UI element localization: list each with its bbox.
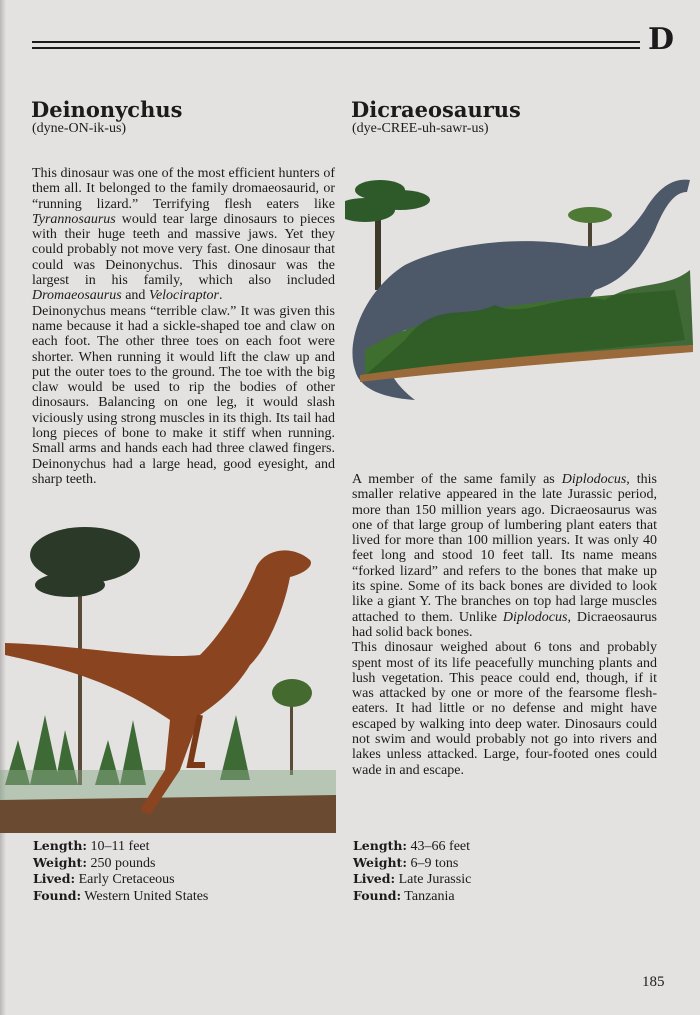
fact-value: 250 pounds [86,855,156,871]
text-run: and [121,288,149,304]
text-run: would tear large dinosaurs to pieces with their huge teeth and massive jaws. Yet they could probably not move very fast. One dinosaur that could was Deinonychus. This dinosaur was the largest in his family, which also included [32,211,335,289]
fact-label: Length: [33,838,88,853]
text-run: A member of the same family as [352,472,562,487]
paragraph [32,304,335,488]
fact-value: 10–11 feet [87,839,150,854]
pronunciation-dicraeosaurus: (dye-CREE-uh-sawr-us) [352,121,489,136]
section-letter: D [648,22,675,57]
paragraph [352,472,657,640]
fact-value: Western United States [81,888,209,904]
italic-name: Velociraptor [148,288,219,304]
page-number: 185 [642,974,665,990]
fact-row [33,888,208,905]
dicraeosaurus-illustration [345,170,697,410]
page-gutter [0,0,6,1015]
text-run: This dinosaur weighed about 6 tons and probably spent most of its life peacefully munching plants and lush vegetation. This peace could end, though, if it was attacked by one or more of the fearsome flesh-eaters. It had little or no defense and might have escaped by walking into deep water. Dinosaurs could not swim and would probably not go into rivers and lakes unless attacked. Large, four-footed ones could wade in and escape. [352,640,657,778]
entry-title-deinonychus: Deinonychus [31,97,183,122]
header-rule [32,47,640,49]
deinonychus-illustration [0,515,336,833]
fact-label: Found: [353,887,402,903]
entry-title-dicraeosaurus: Dicraeosaurus [351,97,521,122]
fact-row [353,871,471,888]
fact-label: Found: [33,887,82,903]
text-run: . [218,288,223,304]
facts-deinonychus [33,838,208,904]
fact-value: 6–9 tons [406,855,459,871]
header-rule [32,41,640,43]
description-deinonychus [32,166,335,487]
italic-name: Dromaeosaurus [32,288,122,304]
fact-label: Length: [353,838,408,853]
text-run: , Dicraeosaurus had solid back bones. [352,609,658,640]
fact-label: Weight: [33,854,87,870]
italic-name: Diplodocus [502,609,568,625]
paragraph [32,166,335,304]
fact-row [33,871,208,888]
fact-row [353,855,471,872]
paragraph [352,640,657,778]
text-run: Deinonychus means “terrible claw.” It was given this name because it had a sickle-shaped toe and claw on each foot. The other three toes on each foot were shorter. When running it would lift the claw up and put the outer toes to the ground. The toe with the big claw would be used to rip the bodies of other dinosaurs. Balancing on one leg, it would slash viciously using strong muscles in its thigh. Its tail had long pieces of bone to make it stiff when running. Small arms and hands each had three clawed fingers. Deinonychus had a large head, good eyesight, and sharp teeth. [32,303,335,487]
fact-label: Lived: [353,871,396,886]
fact-value: Tanzania [401,888,455,904]
italic-name: Diplodocus [561,472,627,487]
fact-value: Late Jurassic [395,872,472,887]
text-run: , this smaller relative appeared in the late Jurassic period, more than 150 million years ago. Dicraeosaurus was one of that large group of lumbering plant eaters that lived for more than 100 million years. It was only 40 feet long and stood 10 feet tall. Its name means “forked lizard” and refers to the bones that make up its spine. Some of its back bones are divided to look like a giant Y. The branches on top had large muscles attached to them. Unlike [352,472,657,625]
fact-row [33,838,208,855]
italic-name: Tyrannosaurus [32,211,116,227]
description-dicraeosaurus [352,472,657,778]
fact-row [33,855,208,872]
fact-row [353,888,471,905]
fact-label: Lived: [33,871,76,886]
pronunciation-deinonychus: (dyne-ON-ik-us) [32,121,127,136]
facts-dicraeosaurus [353,838,471,904]
fact-label: Weight: [353,854,407,870]
fact-value: Early Cretaceous [75,872,175,887]
fact-row [353,838,471,855]
fact-value: 43–66 feet [407,839,471,854]
text-run: This dinosaur was one of the most efficient hunters of them all. It belonged to the family dromaeosaurid, or “running lizard.” Terrifying flesh eaters like [32,166,335,212]
